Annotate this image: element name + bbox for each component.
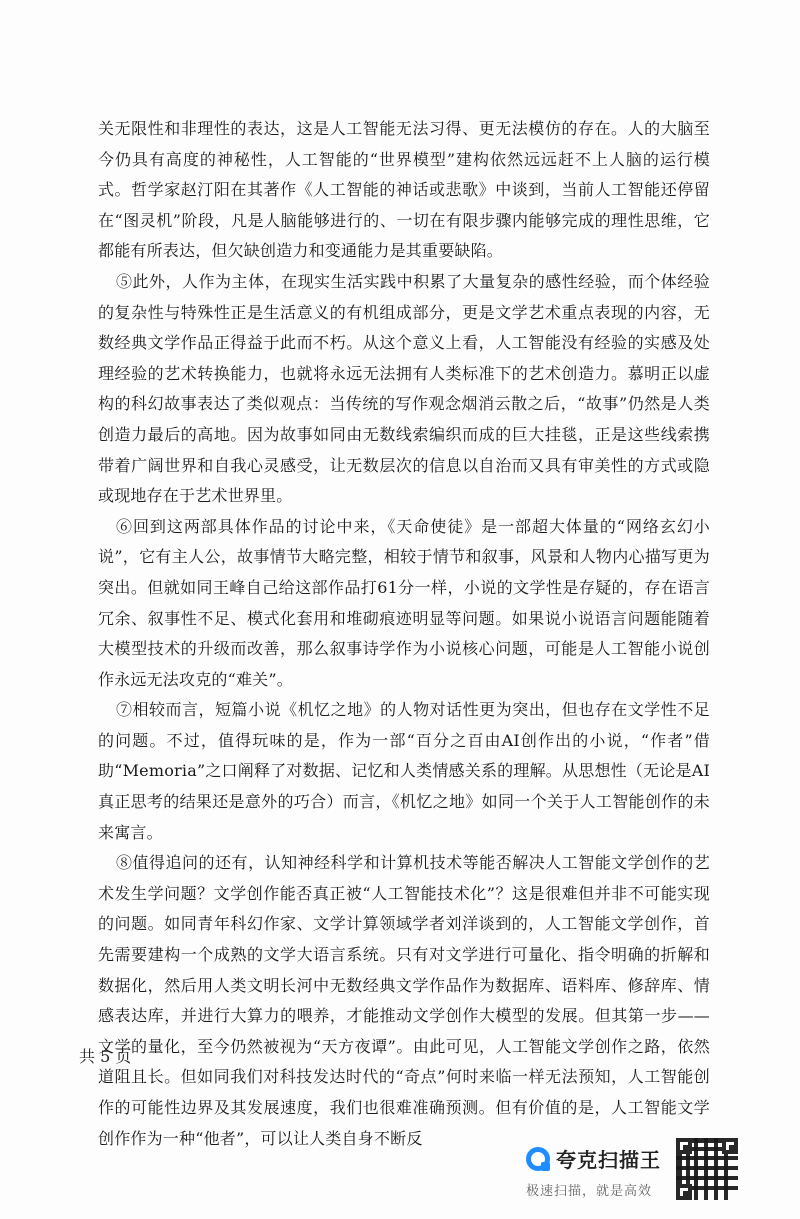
scanner-watermark — [526, 1136, 738, 1206]
page-count: 共 5 页 — [79, 1047, 132, 1066]
brand-slogan: 极速扫描，就是高效 — [526, 1184, 653, 1199]
paragraph-5: ⑤此外，人作为主体，在现实生活实践中积累了大量复杂的感性经验，而个体经验的复杂性与特殊性正是生活意义的有机组成部分，更是文学艺术重点表现的内容，无数经典文学作品正得益于此而不朽。从这个意义上看，人工智能没有经验的实感及处理经验的艺术转换能力，也就将永远无法拥有人类标准下的艺术创造力。慕明正以虚构的科幻故事表达了类似观点：当传统的写作观念烟消云散之后，“故事”仍然是人类创造力最后的高地。因为故事如同由无数线索编织而成的巨大挂毯，正是这些线索携带着广阔世界和自我心灵感受，让无数层次的信息以自治而又具有审美性的方式或隐或现地存在于艺术世界里。 — [98, 271, 710, 506]
paragraph-7: ⑦相较而言，短篇小说《机忆之地》的人物对话性更为突出，但也存在文学性不足的问题。不过，值得玩味的是，作为一部“百分之百由AI创作出的小说，“作者”借助“Memoria”之口阐释了对数据、记忆和人类情感关系的理解。从思想性（无论是AI真正思考的结果还是意外的巧合）而言，《机忆之地》如同一个关于人工智能创作的未来寓言。 — [98, 700, 710, 842]
paragraph-8: ⑧值得追问的还有，认知神经科学和计算机技术等能否解决人工智能文学创作的艺术发生学问题？文学创作能否真正被“人工智能技术化”？这是很难但并非不可能实现的问题。如同青年科幻作家、文学计算领域学者刘洋谈到的，人工智能文学创作，首先需要建构一个成熟的文学大语言系统。只有对文学进行可量化、指令明确的折解和数据化，然后用人类文明长河中无数经典文学作品作为数据库、语料库、修辞库、情感表达库，并进行大算力的喂养，才能推动文学创作大模型的发展。但其第一步——文学的量化，至今仍然被视为“天方夜谭”。由此可见，人工智能文学创作之路，依然道阻且长。但如同我们对科技发达时代的“奇点”何时来临一样无法预知，人工智能创作的可能性边界及其发展速度，我们也很难准确预测。但有价值的是，人工智能文学创作作为一种“他者”，可以让人类自身不断反 — [98, 853, 710, 1148]
brand-row — [526, 1144, 661, 1173]
paragraph-6: ⑥回到这两部具体作品的讨论中来，《天命使徒》是一部超大体量的“网络玄幻小说”，它有主人公，故事情节大略完整，相较于情节和叙事，风景和人物内心描写更为突出。但就如同王峰自己给这部作品打61分一样，小说的文学性是存疑的，存在语言冗余、叙事性不足、模式化套用和堆砌痕迹明显等问题。如果说小说语言问题能随着大模型技术的升级而改善，那么叙事诗学作为小说核心问题，可能是人工智能小说创作永远无法攻克的“难关”。 — [98, 516, 710, 689]
qr-code-icon — [676, 1138, 738, 1200]
quark-logo-icon — [526, 1147, 550, 1171]
qr-finder-top-right — [722, 1138, 738, 1154]
qr-finder-top-left — [676, 1138, 692, 1154]
paragraph-continued: 关无限性和非理性的表达，这是人工智能无法习得、更无法模仿的存在。人的大脑至今仍具有高度的神秘性，人工智能的“世界模型”建构依然远远赶不上人脑的运行模式。哲学家赵汀阳在其著作《人工智能的神话或悲歌》中谈到，当前人工智能还停留在“图灵机”阶段，凡是人脑能够进行的、一切在有限步骤内能够完成的理性思维，它都能有所表达，但欠缺创造力和变通能力是其重要缺陷。 — [98, 119, 710, 261]
qr-finder-bottom-left — [676, 1184, 692, 1200]
article-body — [98, 114, 710, 1154]
brand-name: 夸克扫描王 — [556, 1148, 661, 1172]
